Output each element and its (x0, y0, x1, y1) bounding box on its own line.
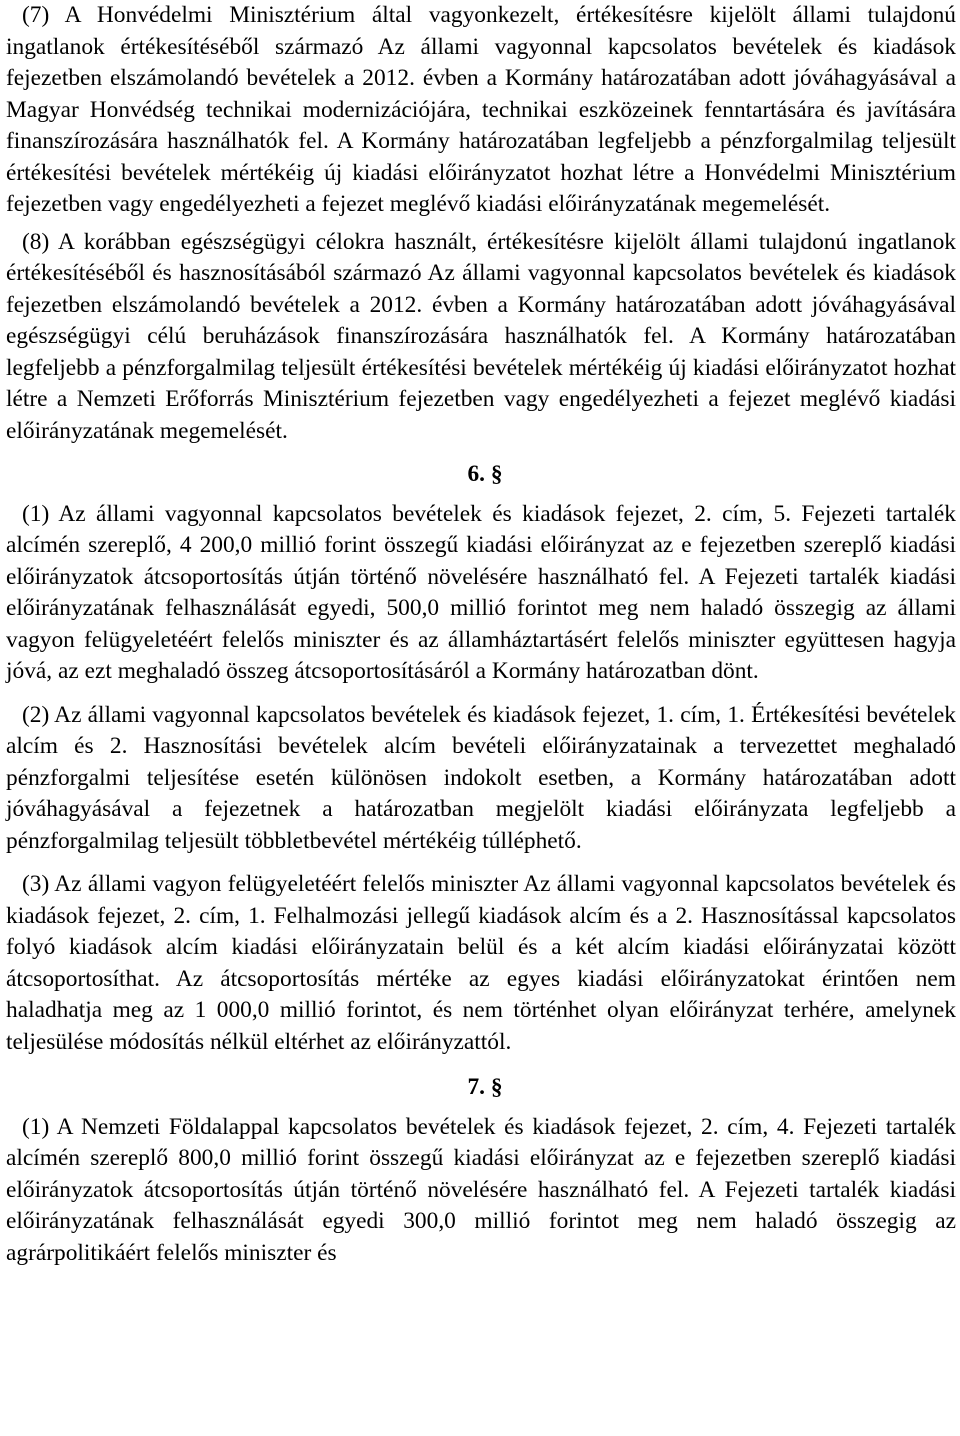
document-page (6, 0, 956, 1269)
section-6-paragraph-1: (1) Az állami vagyonnal kapcsolatos bevételek és kiadások fejezet, 2. cím, 5. Fejezeti tartalék alcímén szereplő, 4 200,0 millió forint összegű kiadási előirányzat az e fejezetben szereplő kiadási előirányzatok átcsoportosítás útján történő növelésére használható fel. A Fejezeti tartalék kiadási előirányzatának felhasználását egyedi, 500,0 millió forintot meg nem haladó összegig az állami vagyon felügyeletéért felelős miniszter és az államháztartásért felelős miniszter együttesen hagyja jóvá, az ezt meghaladó összeg átcsoportosításáról a Kormány határozatban dönt. (6, 500, 956, 684)
paragraph-7: (7) A Honvédelmi Minisztérium által vagyonkezelt, értékesítésre kijelölt állami tulajdonú ingatlanok értékesítéséből származó Az állami vagyonnal kapcsolatos bevételek és kiadások fejezetben elszámolandó bevételek a 2012. évben a Kormány határozatában adott jóváhagyásával a Magyar Honvédség technikai modernizációjára, technikai eszközeinek fenntartására és javítására finanszírozására használhatók fel. A Kormány határozatában legfeljebb a pénzforgalmilag teljesült értékesítési bevételek mértékéig új kiadási előirányzatot hozhat létre a Honvédelmi Minisztérium fejezetben vagy engedélyezheti a fejezet meglévő kiadási előirányzatának megemelését. (6, 2, 956, 217)
section-7-heading: 7. § (467, 1074, 503, 1100)
section-6-paragraph-2: (2) Az állami vagyonnal kapcsolatos bevételek és kiadások fejezet, 1. cím, 1. Értékesítési bevételek alcím és 2. Hasznosítási bevételek alcím bevételi előirányzatainak a tervezettet meghaladó pénzforgalmi teljesítése esetén különösen indokolt esetben, a Kormány határozatában adott jóváhagyásával a fejezetnek a határozatban megjelölt kiadási előirányzata legfeljebb a pénzforgalmilag teljesült többletbevétel mértékéig túlléphető. (6, 701, 956, 854)
paragraph-8: (8) A korábban egészségügyi célokra használt, értékesítésre kijelölt állami tulajdonú ingatlanok értékesítéséből és hasznosításából származó Az állami vagyonnal kapcsolatos bevételek és kiadások fejezetben elszámolandó bevételek a 2012. évben a Kormány határozatában adott jóváhagyásával egészségügyi célú beruházások finanszírozására használhatók fel. A Kormány határozatában legfeljebb a pénzforgalmilag teljesült értékesítési bevételek mértékéig új kiadási előirányzatot hozhat létre a Nemzeti Erőforrás Minisztérium fejezetben vagy engedélyezheti a fejezet meglévő kiadási előirányzatának megemelését. (6, 228, 956, 444)
section-7-paragraph-1: (1) A Nemzeti Földalappal kapcsolatos bevételek és kiadások fejezet, 2. cím, 4. Fejezeti tartalék alcímén szereplő 800,0 millió forint összegű kiadási előirányzat az e fejezetben szereplő kiadási előirányzatok átcsoportosítás útján történő növelésére használható fel. A Fejezeti tartalék kiadási előirányzatának felhasználását egyedi 300,0 millió forintot meg nem haladó összegig az agrárpolitikáért felelős miniszter és (6, 1113, 956, 1266)
section-6-paragraph-3: (3) Az állami vagyon felügyeletéért felelős miniszter Az állami vagyonnal kapcsolatos bevételek és kiadások fejezet, 2. cím, 1. Felhalmozási jellegű kiadások alcím és a 2. Hasznosítással kapcsolatos folyó kiadások alcím kiadási előirányzatain belül és a két alcím kiadási előirányzatai között átcsoportosíthat. Az átcsoportosítás mértéke az egyes kiadási előirányzatokat érintően nem haladhatja meg az 1 000,0 millió forintot, és nem történhet olyan előirányzat terhére, amelynek teljesülése módosítás nélkül eltérhet az előirányzattól. (6, 871, 956, 1055)
section-6-heading: 6. § (467, 461, 503, 487)
